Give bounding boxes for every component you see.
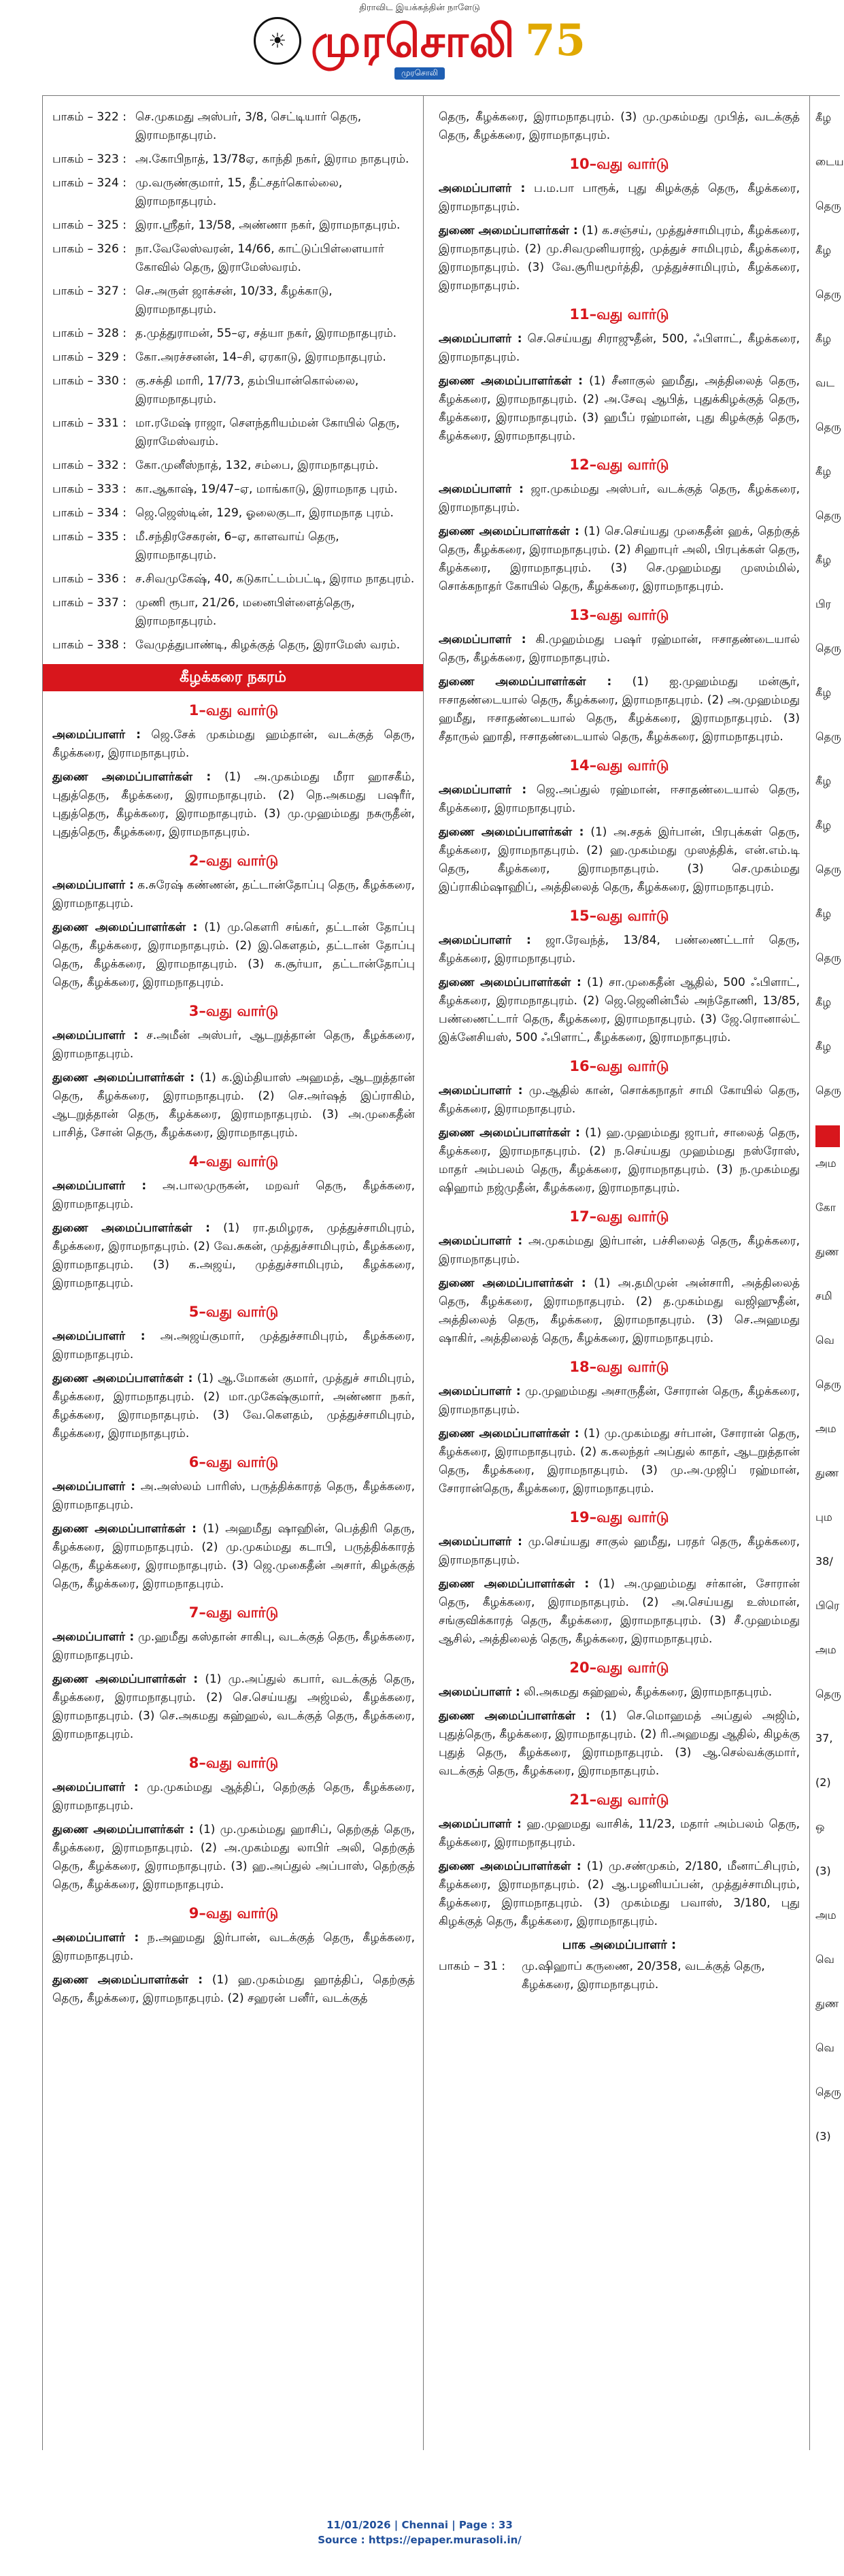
ward-title: 5–வது வார்டு [188, 1304, 279, 1320]
footer-date-page: 11/01/2026 | Chennai | Page : 33 [326, 2519, 513, 2531]
cut-banner [815, 1125, 840, 1147]
cut-text: தெரு [815, 642, 841, 655]
organiser-label: அமைப்பாளர் : [439, 1535, 522, 1549]
deputy-label: துணை அமைப்பாளர்கள் : [52, 1973, 203, 1987]
deputy-text: (1) ரா.தமிழரசு, முத்துச்சாமிபுரம், கீழக்கரை, இராமநாதபுரம். (2) வே.சுகன், முத்துச்சாமிபுரம், கீழக்கரை, இராமநாதபுரம். (3) க.அஜய், முத்துச்சாமிபுரம், கீழக்கரை, இராமநாதபுரம். [52, 1221, 416, 1290]
ward-organiser [439, 931, 800, 968]
cut-text: துண [815, 1245, 839, 1258]
cut-text: அம [815, 1157, 837, 1170]
booth-row [52, 457, 415, 475]
booth-row [52, 636, 415, 655]
deputy-text: (1) செ.மொஹமத் அப்துல் அஜிம், புதுத்தெரு, கீழக்கரை, இராமநாதபுரம். (2) ரி.அஹமது ஆதில், கிழக்கு புதுத் தெரு, கீழக்கரை, இராமநாதபுரம். (3) ஆ.செல்வக்குமார், வடக்குத் தெரு, கீழக்கரை, இராமநாதபுரம். [439, 1709, 800, 1778]
ward-organiser [52, 1177, 415, 1214]
organiser-label: அமைப்பாளர் : [52, 1781, 139, 1794]
column-left [43, 96, 424, 2450]
cut-text: (3) [815, 1864, 831, 1877]
ward-deputies [439, 523, 800, 596]
organiser-label: அமைப்பாளர் : [439, 783, 527, 797]
booth-text: த.முத்துராமன், 55–ஏ, சத்யா நகர், இராமநாதபுரம். [135, 327, 397, 340]
booth-row [52, 174, 415, 211]
organiser-text: மு.முஹம்மது அசாருதீன், சோரான் தெரு, கீழக்கரை, இராமநாதபுரம். [439, 1385, 800, 1417]
ward-title: 18–வது வார்டு [569, 1359, 669, 1375]
deputy-label: துணை அமைப்பாளர்கள் : [52, 1372, 193, 1385]
organiser-label: அமைப்பாளர் : [439, 182, 526, 195]
organiser-label: அமைப்பாளர் : [439, 633, 526, 646]
ward-title: 6–வது வார்டு [188, 1454, 279, 1470]
booth-text: வேமுத்துபாண்டி, கிழக்குத் தெரு, இராமேஸ் வரம். [135, 638, 401, 652]
organiser-text: மு.ஹமீது கஸ்தான் சாகிபு, வடக்குத் தெரு, கீழக்கரை, இராமநாதபுரம். [52, 1630, 416, 1662]
booth-label: பாகம் – 323 : [52, 152, 126, 166]
ward-organiser [52, 1027, 415, 1063]
organiser-label: அமைப்பாளர் : [439, 482, 524, 496]
organiser-text: க.சுரேஷ் கண்ணன், தட்டான்தோப்பு தெரு, கீழக்கரை, இராமநாதபுரம். [52, 878, 416, 910]
organiser-text: ஹ.முஹமது வாசிக், 11/23, மதார் அம்பலம் தெரு, கீழக்கரை, இராமநாதபுரம். [439, 1817, 800, 1849]
organiser-label: அமைப்பாளர் : [52, 1029, 139, 1042]
booth-text: மு.வருண்குமார், 15, தீட்சதர்கொல்லை, இராமநாதபுரம். [135, 176, 343, 208]
booth-text: செ.முகமது அஸ்பர், 3/8, செட்டியார் தெரு, இராமநாதபுரம். [135, 110, 362, 142]
booth-text: செ.அருள் ஜாக்சன், 10/33, கீழக்காடு, இராமநாதபுரம். [135, 284, 333, 316]
cut-text: கீழ [815, 332, 832, 345]
deputy-text: (1) மு.அப்துல் கபார், வடக்குத் தெரு, கீழக்கரை, இராமநாதபுரம். (2) செ.செய்யது அஜ்மல், கீழக்கரை, இராமநாதபுரம். (3) செ.அகமது கஹ்ஹல், வடக்குத் தெரு, கீழக்கரை, இராமநாதபுரம். [52, 1672, 415, 1741]
masthead-subline: முரசொலி [394, 67, 445, 80]
organiser-text: அ.அஸ்லம் பாரிஸ், பருத்திக்காரத் தெரு, கீழக்கரை, இராமநாதபுரம். [52, 1480, 415, 1512]
ward-title: 15–வது வார்டு [569, 908, 669, 924]
ward-deputies [52, 919, 415, 992]
ward-organiser [52, 726, 415, 763]
booth-label: பாகம் – 330 : [52, 374, 126, 388]
deputy-text: (1) சீனாகுல் ஹமீது, அத்திலைத் தெரு, கீழக்கரை, இராமநாதபுரம். (2) அ.சேவு ஆபித், புதுக்கிழக்குத் தெரு, கீழக்கரை, இராமநாதபுரம். (3) ஹபீப் ரஹ்மான், புது கிழக்குத் தெரு, கீழக்கரை, இராமநாதபுரம். [439, 374, 800, 443]
booth-text: மா.ரமேஷ் ராஜா, சௌந்தரியம்மன் கோயில் தெரு, இராமேஸ்வரம். [135, 416, 400, 448]
ward-organiser [439, 1383, 800, 1419]
cut-text: கீழ [815, 686, 832, 699]
newspaper-brand: முரசொலி [310, 14, 516, 67]
ward-organiser [439, 330, 800, 367]
column-middle [429, 96, 810, 2450]
organiser-label: அமைப்பாளர் : [439, 1385, 521, 1398]
deputy-label: துணை அமைப்பாளர்கள் : [439, 1276, 586, 1290]
ward-organiser [439, 480, 800, 517]
booth-row [52, 348, 415, 367]
booth-label: பாகம் – 332 : [52, 459, 126, 472]
ward-deputies [52, 1971, 415, 2008]
organiser-text: கி.முஹம்மது பஷர் ரஹ்மான், ஈசாதண்டையால் தெரு, கீழக்கரை, இராமநாதபுரம். [439, 633, 800, 665]
cut-text: துண [815, 1466, 839, 1479]
booth-text: இரா.ஸ்ரீதர், 13/58, அண்ணா நகர், இராமநாதபுரம். [135, 218, 401, 232]
organiser-label: அமைப்பாளர் : [439, 934, 531, 947]
deputy-text: (1) மு.கௌரி சங்கர், தட்டான் தோப்பு தெரு, கீழக்கரை, இராமநாதபுரம். (2) இ.கௌதம், தட்டான் தோப்பு தெரு, கீழக்கரை, இராமநாதபுரம். (3) க.சூர்யா, தட்டான்தோப்பு தெரு, கீழக்கரை, இராமநாதபுரம். [52, 921, 416, 989]
cut-text: தெரு [815, 730, 841, 743]
ward-title: 3–வது வார்டு [188, 1003, 279, 1019]
cut-text: கீழ [815, 244, 832, 257]
ward-title: 8–வது வார்டு [188, 1755, 279, 1771]
ward-title: 12–வது வார்டு [569, 457, 669, 473]
deputy-text: (1) அ.சதக் இர்பான், பிரபுக்கள் தெரு, கீழக்கரை, இராமநாதபுரம். (2) ஹ.முகம்மது முஸத்திக், என்.எம்.டி தெரு, கீழக்கரை, இராமநாதபுரம். (3) செ.முகம்மது இப்ராகிம்ஷாஹிப், அத்திலைத் தெரு, கீழக்கரை, இராமநாதபுரம். [439, 825, 800, 894]
organiser-label: அமைப்பாளர் : [439, 332, 522, 346]
ward-deputies [439, 1857, 800, 1931]
cut-text: வெ [815, 1953, 834, 1966]
ward-deputies [52, 1069, 415, 1142]
booth-row [52, 504, 415, 523]
booth-text: கோ.முனீஸ்நாத், 132, சம்பை, இராமநாதபுரம். [135, 459, 379, 472]
cut-text: 38/ [815, 1555, 833, 1568]
deputy-text: (1) மு.முகம்மது சர்பான், சோரான் தெரு, கீழக்கரை, இராமநாதபுரம். (2) க.கலந்தர் அப்துல் காதர், ஆடறுத்தான் தெரு, கீழக்கரை, இராமநாதபுரம். (3) மு.அ.முஜிப் ரஹ்மான், சோரான்தெரு, கீழக்கரை, இராமநாதபுரம். [439, 1427, 800, 1496]
ward-organiser [52, 1327, 415, 1364]
ward-deputies [439, 823, 800, 897]
ward-title: 1–வது வார்டு [188, 702, 279, 719]
deputy-text: (1) ஆ.மோகன் குமார், முத்துச் சாமிபுரம், கீழக்கரை, இராமநாதபுரம். (2) மா.முகேஷ்குமார், அண்ணா நகர், கீழக்கரை, இராமநாதபுரம். (3) வே.கௌதம், முத்துச்சாமிபுரம், கீழக்கரை, இராமநாதபுரம். [52, 1372, 416, 1440]
organiser-label: அமைப்பாளர் : [439, 1685, 520, 1699]
organiser-label: அமைப்பாளர் : [439, 1234, 523, 1248]
booth-label: பாகம் – 338 : [52, 638, 126, 652]
ward-deputies [439, 1707, 800, 1781]
ward-organiser [439, 781, 800, 818]
organiser-text: மு.செய்யது சாகுல் ஹமீது, பரதர் தெரு, கீழக்கரை, இராமநாதபுரம். [439, 1535, 800, 1567]
cut-text: 37, [815, 1732, 833, 1745]
deputy-label: துணை அமைப்பாளர்கள் : [439, 825, 584, 839]
cut-text: தெரு [815, 420, 841, 433]
ward-organiser [439, 1815, 800, 1852]
cut-text: பிரெ [815, 1599, 840, 1612]
booth-label: பாகம் – 333 : [52, 482, 126, 496]
deputy-text: (1) சா.முகைதீன் ஆதில், 500 ஃபிளாட், கீழக்கரை, இராமநாதபுரம். (2) ஜெ.ஜெனின்பீல் அந்தோணி, 13/85, பண்ணைட்டார் தெரு, கீழக்கரை, இராமநாதபுரம். (3) ஜே.ரொனால்ட் இக்னேசியஸ், 500 ஃபிளாட், கீழக்கரை, இராமநாதபுரம். [439, 976, 800, 1044]
cut-text: தெரு [815, 1687, 841, 1700]
deputy-label: துணை அமைப்பாளர்கள் : [439, 1126, 580, 1140]
cut-text: தெரு [815, 1084, 841, 1097]
ward-organiser [52, 876, 415, 913]
cut-text: வெ [815, 2041, 834, 2054]
cut-text: கீழ [815, 907, 832, 920]
ward-organiser [52, 1628, 415, 1665]
organiser-text: ப.ம.பா பாரூக், புது கிழக்குத் தெரு, கீழக்கரை, இராமநாதபுரம். [439, 182, 800, 214]
organiser-text: ந.அஹமது இர்பான், வடக்குத் தெரு, கீழக்கரை, இராமநாதபுரம். [52, 1931, 416, 1963]
cut-text: கீழ [815, 111, 832, 124]
organiser-label: அமைப்பாளர் : [52, 1630, 135, 1644]
ward-title: 7–வது வார்டு [188, 1604, 279, 1621]
ward-deputies [52, 1670, 415, 1744]
deputy-label: துணை அமைப்பாளர்கள் : [52, 1672, 199, 1686]
organiser-label: அமைப்பாளர் : [52, 1330, 146, 1343]
booth-text: கு.சக்தி மாரி, 17/73, தம்பியான்கொல்லை, இராமநாதபுரம். [135, 374, 359, 406]
masthead-tagline: திராவிட இயக்கத்தின் நாளேடு [359, 3, 480, 13]
ward-deputies [52, 1821, 415, 1894]
booth-row [52, 240, 415, 277]
ward-organiser [439, 180, 800, 216]
continued-text: தெரு, கீழக்கரை, இராமநாதபுரம். (3) மு.முகம்மது முபித், வடக்குத் தெரு, கீழக்கரை, இராமநாதபுரம். [439, 110, 800, 142]
cut-text: அம [815, 1909, 837, 1921]
deputy-text: (1) மு.சண்முகம், 2/180, மீனாட்சிபுரம், கீழக்கரை, இராமநாதபுரம். (2) ஆ.பழனியப்பன், முத்துச்சாமிபுரம், கீழக்கரை, இராமநாதபுரம். (3) முகம்மது பவாஸ், 3/180, புது கிழக்குத் தெரு, கீழக்கரை, இராமநாதபுரம். [439, 1860, 800, 1928]
organiser-label: அமைப்பாளர் : [439, 1817, 522, 1831]
booth-subheading: பாக அமைப்பாளர் : [562, 1938, 677, 1952]
booth-text: மு.ஷிஹாப் கருணை, 20/358, வடக்குத் தெரு, கீழக்கரை, இராமநாதபுரம். [522, 1960, 765, 1992]
booth-row [439, 1958, 800, 1994]
booth-label: பாகம் – 334 : [52, 506, 126, 520]
ward-deputies [52, 768, 415, 842]
deputy-text: (1) க.சஞ்சய், முத்துச்சாமிபுரம், கீழக்கரை, இராமநாதபுரம். (2) மு.சிவமுனியராஜ், முத்துச் சாமிபுரம், கீழக்கரை, இராமநாதபுரம். (3) வே.சூரியமூர்த்தி, முத்துச்சாமிபுரம், கீழக்கரை, இராமநாதபுரம். [439, 224, 800, 293]
cut-text: அம [815, 1643, 837, 1656]
masthead [0, 0, 839, 78]
ward-deputies [439, 222, 800, 295]
cut-text: கீழ [815, 819, 832, 831]
cut-text: அம [815, 1422, 837, 1435]
deputy-text: (1) செ.செய்யது முகைதீன் ஹக், தெற்குத் தெரு, கீழக்கரை, இராமநாதபுரம். (2) சிஹாபுர் அலி, பிரபுக்கள் தெரு, கீழக்கரை, இராமநாதபுரம். (3) செ.முஹம்மது முஸம்மில், சொக்கநாதர் கோயில் தெரு, கீழக்கரை, இராமநாதபுரம். [439, 525, 800, 593]
cut-text: தெரு [815, 2085, 841, 2098]
organiser-text: அ.முகம்மது இர்பான், பச்சிலைத் தெரு, கீழக்கரை, இராமநாதபுரம். [439, 1234, 800, 1266]
deputy-text: (1) ஹ.முஹம்மது ஜாபர், சாலைத் தெரு, கீழக்கரை, இராமநாதபுரம். (2) ந.செய்யது முஹம்மது நஸ்ரோஸ், மாதர் அம்பலம் தெரு, கீழக்கரை, இராமநாதபுரம். (3) ந.முகம்மது ஷிஹாம் நஜ்முதீன், கீழக்கரை, இராமநாதபுரம். [439, 1126, 800, 1195]
booth-row [52, 570, 415, 589]
organiser-text: மு.ஆதில் கான், சொக்கநாதர் சாமி கோயில் தெரு, கீழக்கரை, இராமநாதபுரம். [439, 1084, 800, 1116]
booth-label: பாகம் – 327 : [52, 284, 126, 298]
booth-text: அ.கோபிநாத், 13/78ஏ, காந்தி நகர், இராம நாதபுரம். [135, 152, 409, 166]
deputy-text: (1) மு.முகம்மது ஹாசிப், தெற்குத் தெரு, கீழக்கரை, இராமநாதபுரம். (2) அ.முகம்மது லாபிர் அலி, தெற்குத் தெரு, கீழக்கரை, இராமநாதபுரம். (3) ஹ.அப்துல் அப்பாஸ், தெற்குத் தெரு, கீழக்கரை, இராமநாதபுரம். [52, 1823, 416, 1892]
ward-organiser [439, 1232, 800, 1269]
deputy-label: துணை அமைப்பாளர்கள் : [52, 1522, 197, 1536]
deputy-label: துணை அமைப்பாளர்கள் : [439, 224, 578, 237]
ward-deputies [439, 372, 800, 446]
ward-title: 4–வது வார்டு [188, 1153, 279, 1170]
deputy-label: துணை அமைப்பாளர்கள் : [439, 976, 581, 989]
deputy-text: (1) ஹ.முகம்மது ஹாத்திப், தெற்குத் தெரு, கீழக்கரை, இராமநாதபுரம். (2) சஹரன் பனீர், வடக்குத் [52, 1973, 416, 2005]
page-footer [0, 2517, 839, 2547]
organiser-label: அமைப்பாளர் : [52, 728, 141, 742]
deputy-text: (1) ஐ.முஹம்மது மன்சூர், ஈசாதண்டையால் தெரு, கீழக்கரை, இராமநாதபுரம். (2) அ.முஹம்மது ஹமீது, ஈசாதண்டையால் தெரு, கீழக்கரை, இராமநாதபுரம். (3) சீதாருல் ஹாதி, ஈசாதண்டையால் தெரு, கீழக்கரை, இராமநாதபுரம். [439, 675, 800, 744]
deputy-label: துணை அமைப்பாளர்கள் : [52, 1071, 195, 1085]
organiser-text: அ.அஜய்குமார், முத்துச்சாமிபுரம், கீழக்கரை, இராமநாதபுரம். [52, 1330, 416, 1361]
booth-row [52, 528, 415, 565]
deputy-label: துணை அமைப்பாளர்கள் : [439, 525, 579, 538]
cut-text: தெரு [815, 863, 841, 876]
booth-row [52, 108, 415, 145]
booth-label: பாகம் – 329 : [52, 350, 126, 364]
deputy-label: துணை அமைப்பாளர்கள் : [439, 1577, 590, 1591]
booth-text: மீ.சந்திரசேகரன், 6–ஏ, காளவாய் தெரு, இராமநாதபுரம். [135, 530, 339, 562]
ward-title: 10–வது வார்டு [569, 156, 669, 172]
booth-text: கோ.அரச்சனன், 14–சி, ஏரகாடு, இராமநாதபுரம். [135, 350, 386, 364]
cut-text: துண [815, 1997, 839, 2010]
ward-title: 13–வது வார்டு [569, 607, 669, 623]
deputy-label: துணை அமைப்பாளர்கள் : [52, 921, 198, 934]
organiser-text: மு.முகம்மது ஆத்திப், தெற்குத் தெரு, கீழக்கரை, இராமநாதபுரம். [52, 1781, 416, 1813]
cut-text: வட [815, 376, 835, 389]
organiser-text: ச.அமீன் அஸ்பர், ஆடறுத்தான் தெரு, கீழக்கரை, இராமநாதபுரம். [52, 1029, 416, 1061]
deputy-text: (1) அ.முகம்மது மீரா ஹாசகீம், புதுத்தெரு, கீழக்கரை, இராமநாதபுரம். (2) நெ.அகமது பஷரீர், புதுத்தெரு, கீழக்கரை, இராமநாதபுரம். (3) மு.முஹம்மது நசுருதீன், புதுத்தெரு, கீழக்கரை, இராமநாதபுரம். [52, 770, 416, 839]
organiser-text: ஜெ.அப்துல் ரஹ்மான், ஈசாதண்டையால் தெரு, கீழக்கரை, இராமநாதபுரம். [439, 783, 800, 815]
deputy-text: (1) அஹமீது ஷாஹின், பெத்திரி தெரு, கீழக்கரை, இராமநாதபுரம். (2) மு.முகம்மது கடாபி, பருத்திக்காரத் தெரு, கீழக்கரை, இராமநாதபுரம். (3) ஜெ.முகைதீன் அசார், கிழக்குத் தெரு, கீழக்கரை, இராமநாதபுரம். [52, 1522, 415, 1591]
deputy-label: துணை அமைப்பாளர்கள் : [52, 770, 212, 784]
ward-title: 16–வது வார்டு [569, 1058, 669, 1074]
footer-source: Source : https://epaper.murasoli.in/ [318, 2534, 522, 2546]
deputy-text: (1) அ.தமிமுன் அன்சாரி, அத்திலைத் தெரு, கீழக்கரை, இராமநாதபுரம். (2) த.முகம்மது வஜிஹுதீன், அத்திலைத் தெரு, கீழக்கரை, இராமநாதபுரம். (3) செ.அஹமது ஷாகிர், அத்திலைத் தெரு, கீழக்கரை, இராமநாதபுரம். [439, 1276, 800, 1345]
ward-organiser [439, 1082, 800, 1119]
cut-text: தெரு [815, 1378, 841, 1391]
deputy-label: துணை அமைப்பாளர்கள் : [439, 675, 612, 689]
organiser-label: அமைப்பாளர் : [52, 1480, 136, 1493]
deputy-text: (1) அ.முஹம்மது சர்கான், சோரான் தெரு, கீழக்கரை, இராமநாதபுரம். (2) அ.செய்யது உஸ்மான், சங்குவிக்காரத் தெரு, கீழக்கரை, இராமநாதபுரம். (3) சீ.முஹம்மது ஆசில், அத்திலைத் தெரு, கீழக்கரை, இராமநாதபுரம். [439, 1577, 800, 1646]
organiser-label: அமைப்பாளர் : [52, 878, 134, 892]
ward-title: 17–வது வார்டு [569, 1208, 669, 1225]
organiser-text: ஜா.ரேவந்த், 13/84, பண்ணைட்டார் தெரு, கீழக்கரை, இராமநாதபுரம். [439, 934, 800, 965]
booth-row [52, 594, 415, 631]
deputy-text: (1) க.இம்தியாஸ் அஹமத், ஆடறுத்தான் தெரு, கீழக்கரை, இராமநாதபுரம். (2) செ.அர்ஷத் இப்ராகிம், ஆடறுத்தான் தெரு, கீழக்கரை, இராமநாதபுரம். (3) அ.முகைதீன் பாசித், சோன் தெரு, கீழக்கரை, இராமநாதபுரம். [52, 1071, 416, 1140]
organiser-text: ஜெ.சேக் முகம்மது ஹம்தான், வடக்குத் தெரு, கீழக்கரை, இராமநாதபுரம். [52, 728, 416, 760]
deputy-label: துணை அமைப்பாளர்கள் : [439, 374, 583, 388]
ward-organiser [52, 1929, 415, 1966]
booth-text: முணி ரூபா, 21/26, மனைபிள்ளைத்தெரு, இராமநாதபுரம். [135, 596, 355, 628]
cut-text: தெரு [815, 951, 841, 964]
ward-deputies [52, 1219, 415, 1293]
organiser-label: அமைப்பாளர் : [52, 1931, 139, 1945]
deputy-label: துணை அமைப்பாளர்கள் : [52, 1823, 195, 1836]
ward-deputies [52, 1520, 415, 1594]
booth-row [52, 325, 415, 343]
cut-text: கோ [815, 1201, 836, 1214]
booth-row [52, 414, 415, 451]
booth-row [52, 282, 415, 319]
ward-deputies [439, 673, 800, 746]
booth-row [52, 150, 415, 169]
cut-text: கீழ [815, 1040, 832, 1053]
cut-text: தெரு [815, 288, 841, 301]
booth-label: பாகம் – 31 : [439, 1960, 506, 1973]
newspaper-page [42, 95, 844, 2450]
organiser-text: செ.செய்யது சிராஜுதீன், 500, ஃபிளாட், கீழக்கரை, இராமநாதபுரம். [439, 332, 800, 364]
section-banner: கீழக்கரை நகரம் [43, 664, 423, 691]
cut-text: டைய [815, 155, 844, 168]
cut-text: ஒ [815, 1820, 825, 1833]
cut-text: கீழ [815, 995, 832, 1008]
booth-label: பாகம் – 325 : [52, 218, 126, 232]
booth-label: பாகம் – 322 : [52, 110, 126, 124]
ward-deputies [52, 1370, 415, 1443]
ward-organiser [439, 1533, 800, 1570]
booth-row [52, 372, 415, 409]
booth-label: பாகம் – 326 : [52, 242, 126, 256]
ward-deputies [439, 1124, 800, 1198]
organiser-label: அமைப்பாளர் : [439, 1084, 523, 1097]
ward-title: 20–வது வார்டு [569, 1659, 669, 1676]
ward-title: 14–வது வார்டு [569, 757, 669, 774]
cut-text: கீழ [815, 553, 832, 566]
booth-label: பாகம் – 324 : [52, 176, 126, 190]
ward-deputies [439, 1425, 800, 1498]
booth-label: பாகம் – 337 : [52, 596, 126, 610]
ward-title: 21–வது வார்டு [569, 1791, 669, 1808]
cut-text: கீழ [815, 465, 832, 478]
organiser-label: அமைப்பாளர் : [52, 1179, 147, 1193]
cut-text: வெ [815, 1334, 834, 1347]
masthead-logo [254, 16, 586, 65]
booth-label: பாகம் – 336 : [52, 572, 126, 586]
cut-text: தெரு [815, 199, 841, 212]
ward-deputies [439, 1274, 800, 1348]
deputy-label: துணை அமைப்பாளர்கள் : [439, 1427, 579, 1440]
cut-text: (2) [815, 1776, 831, 1789]
cut-text: சமி [815, 1289, 832, 1302]
booth-text: கா.ஆகாஷ், 19/47–ஏ, மாங்காடு, இராமநாத புரம். [135, 482, 398, 496]
deputy-label: துணை அமைப்பாளர்கள் : [439, 1709, 590, 1723]
ward-organiser [439, 631, 800, 667]
cut-text: பும [815, 1510, 832, 1523]
booth-row [52, 480, 415, 499]
booth-text: நா.வேலேஸ்வரன், 14/66, காட்டுப்பிள்ளையார் கோவில் தெரு, இராமேஸ்வரம். [135, 242, 384, 274]
cut-text: தெரு [815, 509, 841, 522]
deputy-label: துணை அமைப்பாளர்கள் : [439, 1860, 581, 1873]
organiser-text: அ.பாலமுருகன், மறவர் தெரு, கீழக்கரை, இராமநாதபுரம். [52, 1179, 416, 1211]
booth-label: பாகம் – 331 : [52, 416, 126, 430]
ward-organiser [52, 1779, 415, 1815]
cut-text: பிர [815, 597, 831, 610]
cut-text: (3) [815, 2130, 831, 2143]
ward-deputies [439, 1575, 800, 1649]
column-right-cut [815, 96, 844, 2450]
ward-title: 2–வது வார்டு [188, 853, 279, 869]
booth-label: பாகம் – 335 : [52, 530, 126, 544]
booth-label: பாகம் – 328 : [52, 327, 126, 340]
organiser-text: ஜா.முகம்மது அஸ்பர், வடக்குத் தெரு, கீழக்கரை, இராமநாதபுரம். [439, 482, 800, 514]
booth-text: ஜெ.ஜெஸ்டின், 129, ஓலைகுடா, இராமநாத புரம். [135, 506, 394, 520]
cut-text: கீழ [815, 774, 832, 787]
jubilee-number: 75 [524, 15, 586, 66]
booth-row [52, 216, 415, 235]
ward-title: 11–வது வார்டு [569, 306, 669, 323]
rising-sun-emblem-icon: ☀ [254, 17, 301, 65]
ward-organiser [439, 1683, 800, 1702]
ward-title: 9–வது வார்டு [188, 1905, 279, 1921]
ward-organiser [52, 1478, 415, 1515]
ward-deputies [439, 974, 800, 1047]
deputy-label: துணை அமைப்பாளர்கள் : [52, 1221, 210, 1235]
ward-title: 19–வது வார்டு [569, 1509, 669, 1525]
organiser-text: லி.அகமது கஹ்ஹல், கீழக்கரை, இராமநாதபுரம். [524, 1685, 773, 1699]
booth-text: ச.சிவமுகேஷ், 40, கடுகாட்டம்பட்டி, இராம நாதபுரம். [135, 572, 415, 586]
